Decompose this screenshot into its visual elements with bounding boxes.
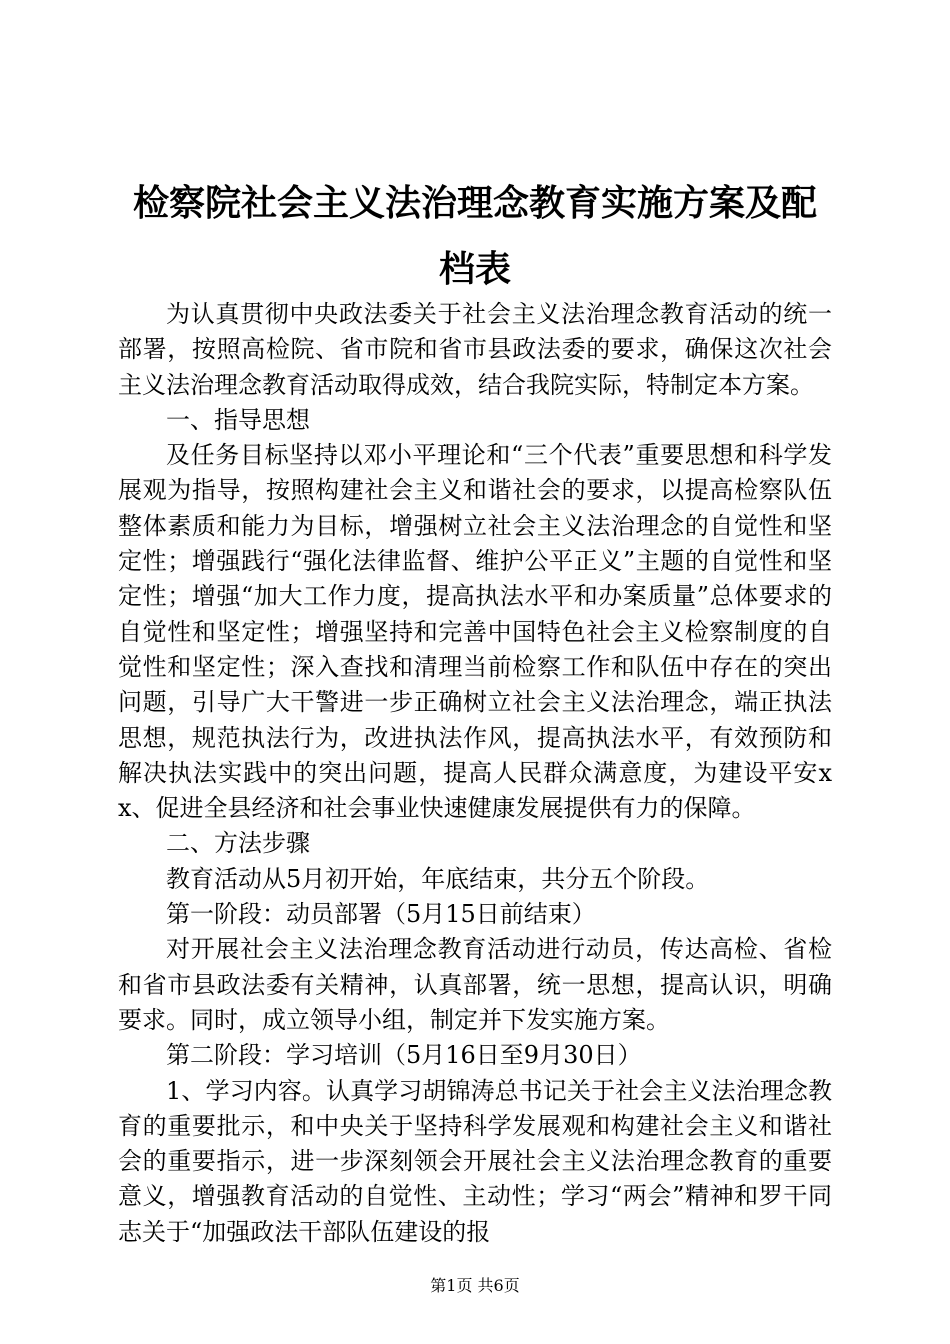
section-heading-guiding-thought: 一、指导思想 xyxy=(166,405,310,434)
document-title: 检察院社会主义法治理念教育实施方案及配档表 xyxy=(132,182,817,290)
page-footer: 第1页 共6页 xyxy=(430,1276,520,1295)
study-content-paragraph: 1、学习内容。认真学习胡锦涛总书记关于社会主义法治理念教育的重要批示，和中央关于坚持科学发展观和构建社会主义和谐社会的重要指示，进一步深刻领会开展社会主义法治理念教育的重要意义，增强教育活动的自觉性、主动性；学习“两会”精神和罗干同志关于“加强政法干部队伍建设的报 xyxy=(118,1076,832,1246)
intro-paragraph: 为认真贯彻中央政法委关于社会主义法治理念教育活动的统一部署，按照高检院、省市院和省市县政法委的要求，确保这次社会主义法治理念教育活动取得成效，结合我院实际，特制定本方案。 xyxy=(118,300,832,399)
stage-one-heading: 第一阶段：动员部署（5月15日前结束） xyxy=(166,900,596,929)
stage-one-paragraph: 对开展社会主义法治理念教育活动进行动员，传达高检、省检和省市县政法委有关精神，认真部署，统一思想，提高认识，明确要求。同时，成立领导小组，制定并下发实施方案。 xyxy=(118,935,832,1034)
document-body xyxy=(118,297,832,1250)
stage-two-heading: 第二阶段：学习培训（5月16日至9月30日） xyxy=(166,1041,642,1070)
guiding-thought-paragraph: 及任务目标坚持以邓小平理论和“三个代表”重要思想和科学发展观为指导，按照构建社会主义和谐社会的要求，以提高检察队伍整体素质和能力为目标，增强树立社会主义法治理念的自觉性和坚定性；增强践行“强化法律监督、维护公平正义”主题的自觉性和坚定性；增强“加大工作力度，提高执法水平和办案质量”总体要求的自觉性和坚定性；增强坚持和完善中国特色社会主义检察制度的自觉性和坚定性；深入查找和清理当前检察工作和队伍中存在的突出问题，引导广大干警进一步正确树立社会主义法治理念，端正执法思想，规范执法行为，改进执法作风，提高执法水平，有效预防和解决执法实践中的突出问题，提高人民群众满意度，为建设平安xx、促进全县经济和社会事业快速健康发展提供有力的保障。 xyxy=(118,441,832,823)
section-heading-method-steps: 二、方法步骤 xyxy=(166,829,310,858)
schedule-paragraph: 教育活动从5月初开始，年底结束，共分五个阶段。 xyxy=(166,864,710,893)
